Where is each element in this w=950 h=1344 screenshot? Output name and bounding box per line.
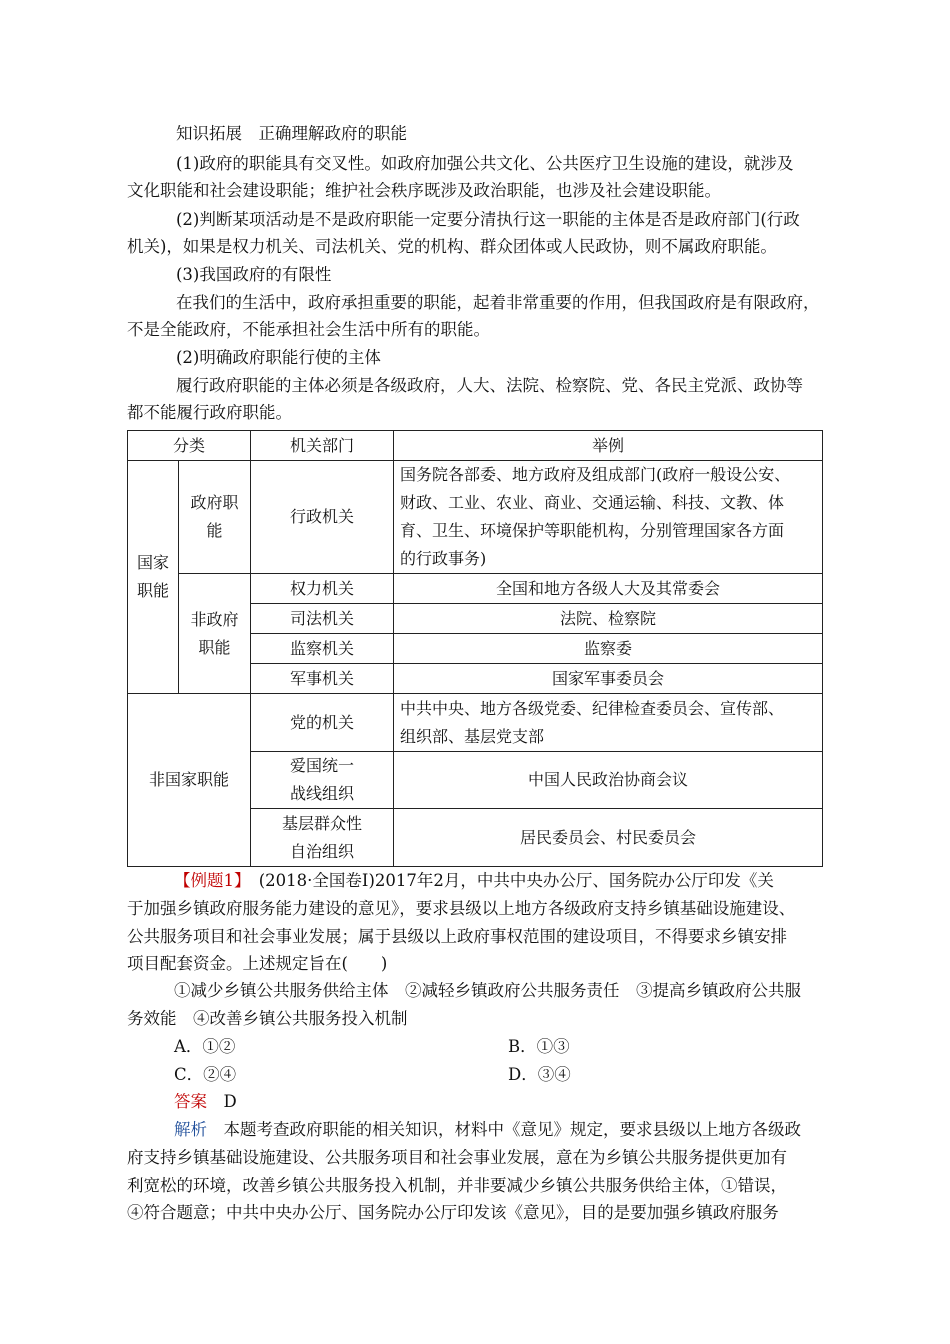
table-row-example: 中共中央、地方各级党委、纪律检查委员会、宣传部、 组织部、基层党支部 [394, 694, 823, 752]
option-b: B．①③ [508, 1037, 570, 1056]
option-a: A．①② [174, 1037, 236, 1056]
statements-line-2: 务效能 ④改善乡镇公共服务投入机制 [127, 1009, 408, 1028]
table-row-example: 中国人民政治协商会议 [394, 752, 823, 809]
point-1-line-2: 文化职能和社会建设职能；维护社会秩序既涉及政治职能，也涉及社会建设职能。 [127, 181, 721, 200]
function-classification-table [127, 430, 823, 867]
table-header-example: 举例 [394, 431, 823, 461]
nongov-function-cell: 非政府 职能 [179, 574, 251, 694]
option-d: D．③④ [508, 1065, 571, 1084]
example-question-line-2: 于加强乡镇政府服务能力建设的意见》，要求县级以上地方各级政府支持乡镇基础设施建设、 [127, 899, 796, 918]
analysis-line-4: ④符合题意；中共中央办公厅、国务院办公厅印发该《意见》，目的是要加强乡镇政府服务 [127, 1203, 779, 1222]
point-4-line-1: 履行政府职能的主体必须是各级政府，人大、法院、检察院、党、各民主党派、政协等 [176, 376, 803, 395]
gov-function-cell: 政府职 能 [179, 461, 251, 574]
example-question-line-1: 【例题1】 (2018·全国卷Ⅰ)2017年2月，中共中央办公厅、国务院办公厅印发《关 [174, 871, 774, 890]
table-row-example: 国家军事委员会 [394, 664, 823, 694]
table-row-dept: 爱国统一 战线组织 [251, 752, 394, 809]
example-question-line-4: 项目配套资金。上述规定旨在( ) [127, 954, 388, 973]
analysis-line-1: 解析 本题考查政府职能的相关知识，材料中《意见》规定，要求县级以上地方各级政 [174, 1120, 801, 1139]
point-4-title: (2)明确政府职能行使的主体 [176, 348, 381, 367]
statements-line-1: ①减少乡镇公共服务供给主体 ②减轻乡镇政府公共服务责任 ③提高乡镇政府公共服 [174, 981, 801, 1000]
option-c: C．②④ [174, 1065, 237, 1084]
table-row-dept: 军事机关 [251, 664, 394, 694]
table-row-dept: 行政机关 [251, 461, 394, 574]
table-header-category: 分类 [128, 431, 251, 461]
point-3-title: (3)我国政府的有限性 [176, 265, 332, 284]
analysis-label: 解析 [174, 1120, 207, 1139]
point-4-line-2: 都不能履行政府职能。 [127, 403, 292, 422]
table-row-dept: 基层群众性 自治组织 [251, 809, 394, 867]
table-row-dept: 监察机关 [251, 634, 394, 664]
point-1-line-1: (1)政府的职能具有交叉性。如政府加强公共文化、公共医疗卫生设施的建设，就涉及 [176, 154, 794, 173]
table-row-dept: 司法机关 [251, 604, 394, 634]
point-2-line-2: 机关)，如果是权力机关、司法机关、党的机构、群众团体或人民政协，则不属政府职能。 [127, 237, 777, 256]
table-header-department: 机关部门 [251, 431, 394, 461]
section-title: 知识拓展 正确理解政府的职能 [176, 124, 407, 143]
table-row-example: 监察委 [394, 634, 823, 664]
table-row-dept: 权力机关 [251, 574, 394, 604]
answer-value: D [223, 1092, 237, 1111]
state-function-cell: 国家 职能 [128, 461, 179, 694]
example-question-line-3: 公共服务项目和社会事业发展；属于县级以上政府事权范围的建设项目，不得要求乡镇安排 [127, 927, 787, 946]
analysis-line-2: 府支持乡镇基础设施建设、公共服务项目和社会事业发展，意在为乡镇公共服务提供更加有 [127, 1148, 787, 1167]
point-3-line-1: 在我们的生活中，政府承担重要的职能，起着非常重要的作用，但我国政府是有限政府， [176, 293, 820, 312]
answer-line [174, 1092, 237, 1112]
table-row-dept: 党的机关 [251, 694, 394, 752]
answer-label: 答案 [174, 1092, 207, 1111]
nonstate-function-cell: 非国家职能 [128, 694, 251, 867]
table-row-example: 全国和地方各级人大及其常委会 [394, 574, 823, 604]
point-3-line-2: 不是全能政府，不能承担社会生活中所有的职能。 [127, 320, 490, 339]
table-row-example: 国务院各部委、地方政府及组成部门(政府一般设公安、 财政、工业、农业、商业、交通运输、科技、文教、体 育、卫生、环境保护等职能机构，分别管理国家各方面 的行政事务) [394, 461, 823, 574]
table-row-example: 居民委员会、村民委员会 [394, 809, 823, 867]
point-2-line-1: (2)判断某项活动是不是政府职能一定要分清执行这一职能的主体是否是政府部门(行政 [176, 210, 800, 229]
example-label: 【例题1】 [174, 871, 243, 890]
table-row-example: 法院、检察院 [394, 604, 823, 634]
analysis-line-3: 利宽松的环境，改善乡镇公共服务投入机制，并非要减少乡镇公共服务供给主体，①错误， [127, 1176, 787, 1195]
